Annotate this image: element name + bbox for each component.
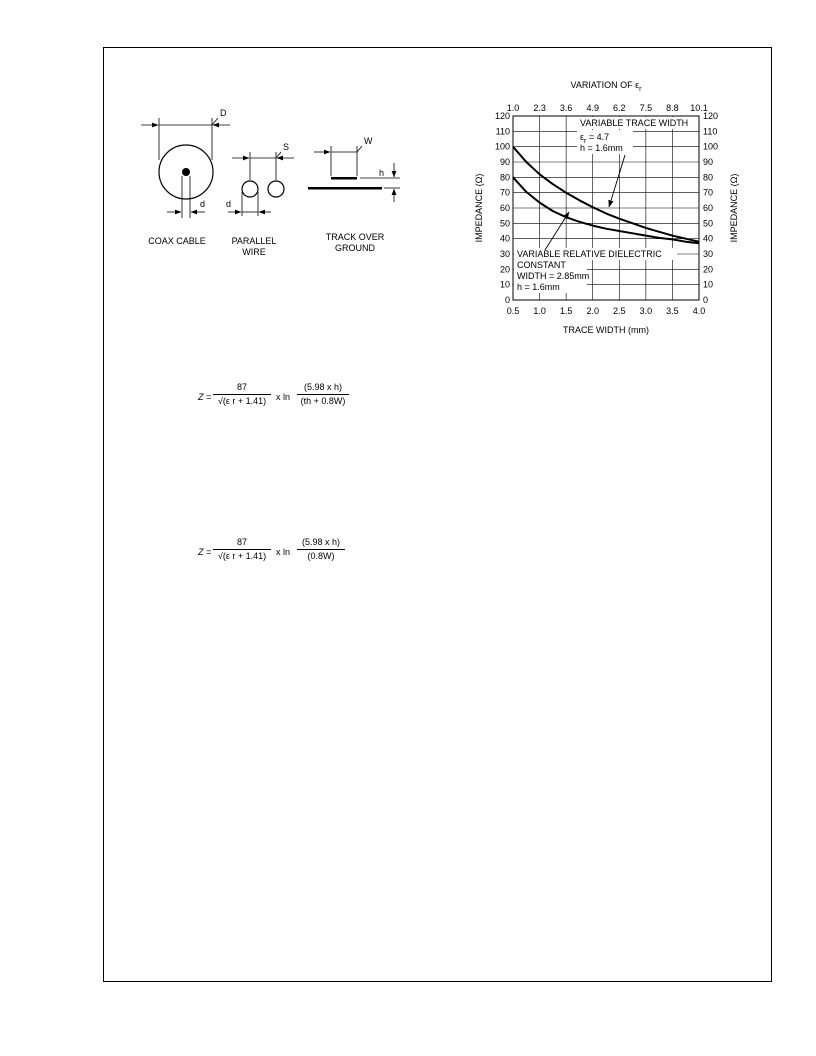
top-tick-label: 2.3 <box>533 103 546 113</box>
formula-2-fraction <box>213 538 271 561</box>
coax-inner-label: d <box>200 199 206 209</box>
formula-1 <box>198 383 368 413</box>
chart-xlabel: TRACE WIDTH (mm) <box>563 325 649 335</box>
top-tick-label: 1.0 <box>506 103 520 113</box>
top-tick-label: 4.9 <box>586 103 599 113</box>
annotation-dielectric-line3: WIDTH = 2.85mm <box>517 271 590 281</box>
x-tick-label: 3.5 <box>666 306 679 316</box>
track-over-ground-diagram <box>308 136 400 253</box>
formula-1-ln-numerator: (5.98 x h) <box>303 382 343 392</box>
y-tick-label-left: 20 <box>499 264 510 275</box>
coax-inner-conductor <box>182 168 190 176</box>
y-tick-label-right: 110 <box>703 126 718 137</box>
top-tick-label: 7.5 <box>639 103 653 113</box>
track-caption-line2: GROUND <box>335 243 375 253</box>
formula-2-lhs: Z = <box>198 547 212 557</box>
formula-2-middle: x ln <box>276 547 291 557</box>
y-tick-label-right: 120 <box>703 111 719 121</box>
formula-2-ln-numerator: (5.98 x h) <box>301 537 341 547</box>
x-tick-label: 3.0 <box>639 306 653 316</box>
formula-2-ln-fraction <box>297 538 345 561</box>
annotation-dielectric-line1: VARIABLE RELATIVE DIELECTRIC <box>517 249 662 259</box>
annotation-dielectric-line2: CONSTANT <box>517 260 566 270</box>
y-tick-label-left: 70 <box>499 187 510 198</box>
parallel-caption-line2: WIRE <box>242 247 266 257</box>
parallel-wire-left <box>242 181 258 197</box>
track-width-label: W <box>364 136 373 146</box>
top-tick-label: 10.1 <box>690 103 708 113</box>
y-tick-label-left: 80 <box>499 172 510 183</box>
cross-section-diagrams <box>0 0 460 270</box>
formula-2-ln-denominator: (0.8W) <box>297 549 345 561</box>
y-tick-label-left: 30 <box>499 249 510 259</box>
impedance-chart <box>460 70 760 350</box>
formula-1-lhs: Z = <box>198 392 212 402</box>
y-tick-label-left: 100 <box>494 141 510 152</box>
x-tick-label: 2.5 <box>613 306 626 316</box>
track-conductor <box>331 177 357 180</box>
track-caption-line1: TRACK OVER <box>325 232 385 242</box>
formula-1-fraction <box>213 383 271 406</box>
top-tick-label: 8.8 <box>666 103 679 113</box>
formula-1-middle: x ln <box>276 392 291 402</box>
y-tick-label-right: 10 <box>703 279 714 290</box>
y-tick-label-right: 70 <box>703 187 714 198</box>
annotation-trace-width-title: VARIABLE TRACE WIDTH <box>580 118 689 128</box>
ground-plane <box>308 187 382 190</box>
parallel-wire-diagram <box>226 142 294 257</box>
y-tick-label-right: 30 <box>703 249 714 259</box>
annotation-dielectric-arrow <box>545 212 569 250</box>
right-tick-labels <box>703 111 718 305</box>
parallel-wire-right <box>268 181 284 197</box>
left-tick-labels <box>495 111 510 305</box>
chart-ylabel-left: IMPEDANCE (Ω) <box>474 173 484 243</box>
y-tick-label-left: 10 <box>499 279 510 290</box>
formula-1-numerator: 87 <box>236 382 247 392</box>
series-variable-trace-width <box>513 147 699 242</box>
y-tick-label-right: 90 <box>703 157 714 167</box>
x-tick-label: 1.0 <box>533 306 546 316</box>
annotation-trace-width-er: $\varepsilon_r = 4.7$ <box>580 132 610 145</box>
y-tick-label-left: 40 <box>499 233 510 244</box>
y-tick-label-left: 120 <box>494 111 510 121</box>
coax-outer-label: D <box>220 108 227 118</box>
y-tick-label-right: 50 <box>703 218 714 229</box>
formula-1-ln-fraction <box>297 383 349 406</box>
top-tick-labels <box>507 103 708 113</box>
y-tick-label-left: 90 <box>499 157 510 167</box>
y-tick-label-right: 0 <box>703 295 709 305</box>
top-tick-label: 3.6 <box>559 103 573 113</box>
y-tick-label-right: 100 <box>703 141 719 152</box>
bottom-tick-labels <box>507 306 706 316</box>
y-tick-label-right: 40 <box>703 233 714 244</box>
annotation-trace-width-arrow <box>609 155 625 207</box>
formula-1-denominator: √(ε r + 1.41) <box>213 394 271 406</box>
formula-2-numerator: 87 <box>236 537 247 547</box>
chart-title: VARIATION OF $\varepsilon_r$ <box>570 80 642 93</box>
annotation-dielectric-line4: h = 1.6mm <box>517 282 560 292</box>
formula-2-denominator: √(ε r + 1.41) <box>213 549 271 561</box>
y-tick-label-right: 20 <box>703 264 714 275</box>
x-tick-label: 1.5 <box>559 306 573 316</box>
formula-1-ln-denominator: (th + 0.8W) <box>297 394 349 406</box>
chart-ylabel-right: IMPEDANCE (Ω) <box>729 173 739 243</box>
annotation-trace-width-h: h = 1.6mm <box>580 143 623 153</box>
y-tick-label-left: 0 <box>504 295 510 305</box>
y-tick-label-left: 50 <box>499 218 510 229</box>
coax-cable-diagram <box>141 108 230 246</box>
top-tick-label: 6.2 <box>613 103 626 113</box>
track-height-label: h <box>379 168 385 178</box>
y-tick-label-left: 60 <box>499 203 510 213</box>
formula-2 <box>198 538 368 568</box>
coax-caption: COAX CABLE <box>148 236 206 246</box>
x-tick-label: 2.0 <box>586 306 599 316</box>
x-tick-label: 0.5 <box>506 306 520 316</box>
x-tick-label: 4.0 <box>692 306 706 316</box>
y-tick-label-left: 110 <box>495 126 510 137</box>
y-tick-label-right: 60 <box>703 203 714 213</box>
parallel-diameter-label: d <box>226 199 232 209</box>
series-variable-dielectric <box>513 177 699 243</box>
parallel-caption-line1: PARALLEL <box>231 236 277 246</box>
chart-series <box>513 147 699 244</box>
parallel-spacing-label: S <box>283 142 290 152</box>
y-tick-label-right: 80 <box>703 172 714 183</box>
